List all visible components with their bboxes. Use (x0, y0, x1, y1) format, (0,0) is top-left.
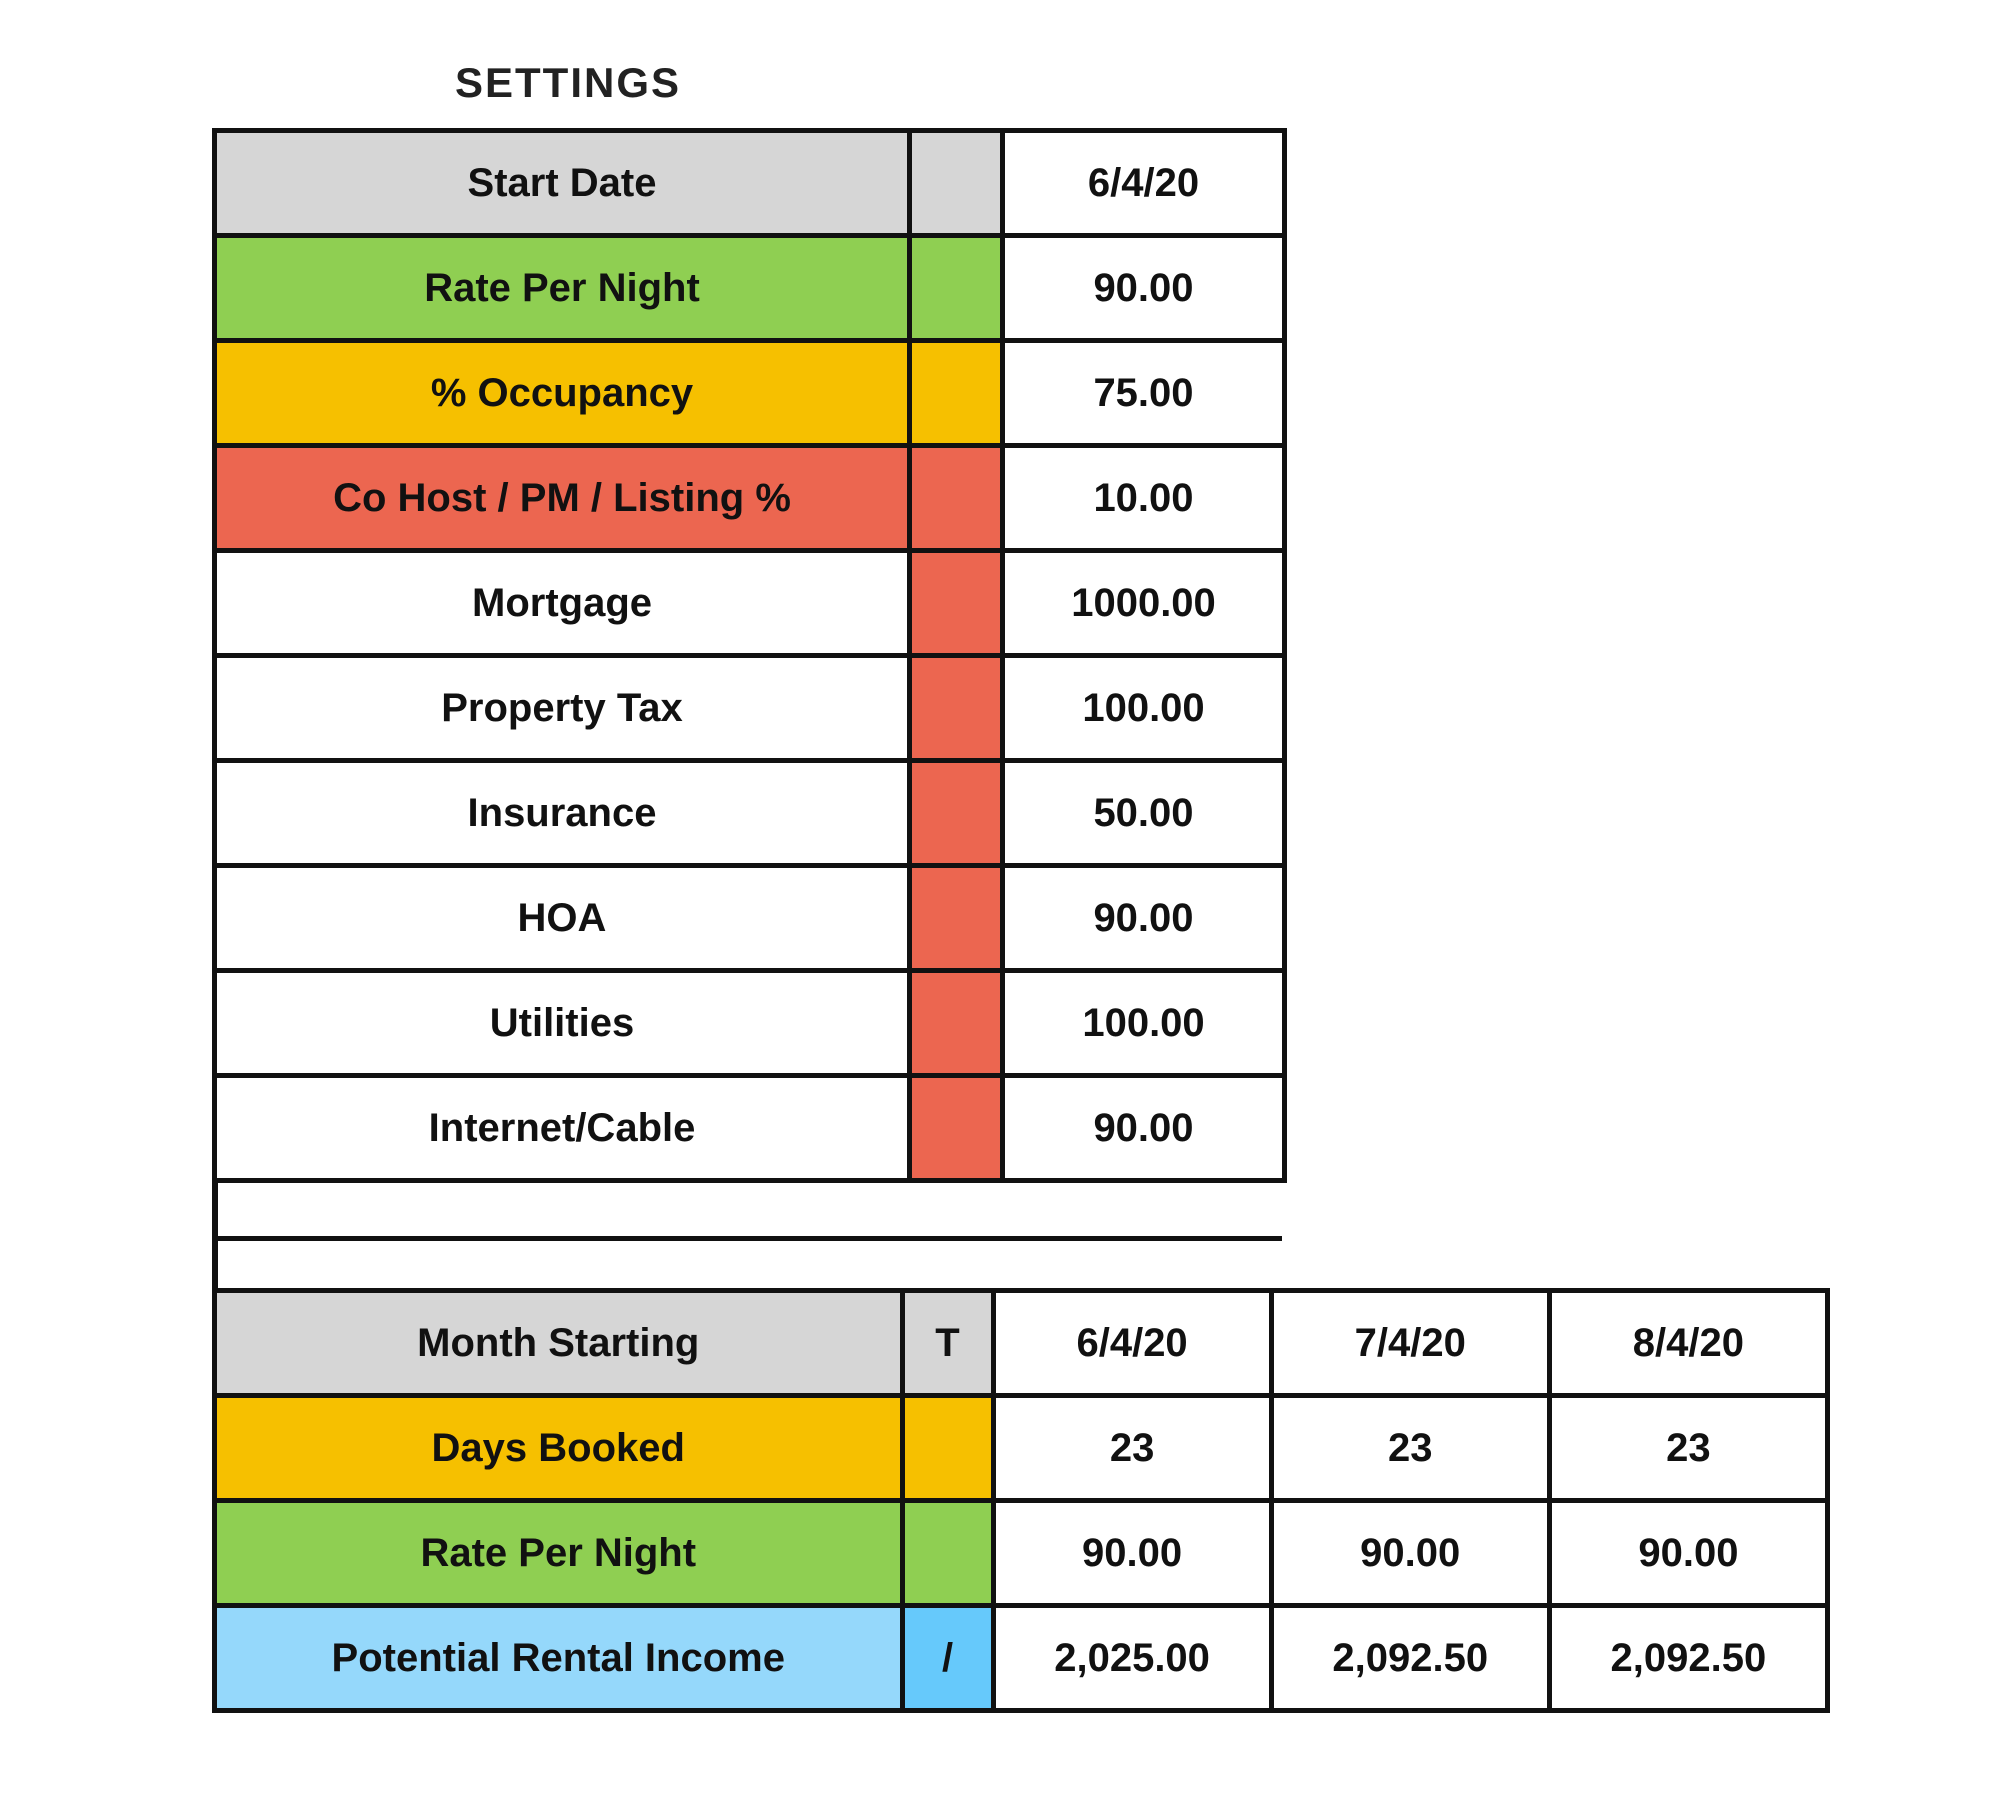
settings-table (212, 128, 1287, 1183)
days-booked-cell[interactable]: 23 (993, 1396, 1271, 1501)
setting-flag[interactable] (910, 551, 1003, 656)
setting-value[interactable]: 10.00 (1003, 446, 1285, 551)
days-booked-cell[interactable]: 23 (1271, 1396, 1549, 1501)
row-flag[interactable] (902, 1396, 993, 1501)
month-header-cell[interactable]: 7/4/20 (1271, 1291, 1549, 1396)
setting-value[interactable]: 90.00 (1003, 236, 1285, 341)
setting-value[interactable]: 90.00 (1003, 1076, 1285, 1181)
days-booked-cell[interactable]: 23 (1549, 1396, 1827, 1501)
setting-label[interactable]: Start Date (215, 131, 910, 236)
settings-row-occupancy (215, 341, 1285, 446)
setting-label[interactable]: Property Tax (215, 656, 910, 761)
row-flag[interactable]: / (902, 1606, 993, 1711)
setting-value[interactable]: 90.00 (1003, 866, 1285, 971)
row-flag[interactable] (902, 1501, 993, 1606)
section-heading: SETTINGS (455, 62, 682, 102)
setting-label[interactable]: Co Host / PM / Listing % (215, 446, 910, 551)
days-booked-row (215, 1396, 1828, 1501)
settings-row-insurance (215, 761, 1285, 866)
settings-row-hoa (215, 866, 1285, 971)
setting-label[interactable]: Rate Per Night (215, 236, 910, 341)
potential-rental-income-cell[interactable]: 2,025.00 (993, 1606, 1271, 1711)
rate-per-night-row (215, 1501, 1828, 1606)
setting-flag[interactable] (910, 236, 1003, 341)
settings-row-rate-per-night (215, 236, 1285, 341)
month-header-cell[interactable]: 6/4/20 (993, 1291, 1271, 1396)
setting-value[interactable]: 100.00 (1003, 656, 1285, 761)
setting-flag[interactable] (910, 971, 1003, 1076)
potential-rental-income-label[interactable]: Potential Rental Income (215, 1606, 903, 1711)
rate-per-night-cell[interactable]: 90.00 (993, 1501, 1271, 1606)
month-starting-label[interactable]: Month Starting (215, 1291, 903, 1396)
total-flag-header[interactable]: T (902, 1291, 993, 1396)
setting-label[interactable]: HOA (215, 866, 910, 971)
settings-row-property-tax (215, 656, 1285, 761)
monthly-header-row (215, 1291, 1828, 1396)
setting-label[interactable]: Insurance (215, 761, 910, 866)
setting-value[interactable]: 1000.00 (1003, 551, 1285, 656)
setting-value[interactable]: 100.00 (1003, 971, 1285, 1076)
settings-row-start-date (215, 131, 1285, 236)
days-booked-label[interactable]: Days Booked (215, 1396, 903, 1501)
setting-flag[interactable] (910, 656, 1003, 761)
rate-per-night-label[interactable]: Rate Per Night (215, 1501, 903, 1606)
setting-flag[interactable] (910, 1076, 1003, 1181)
rate-per-night-cell[interactable]: 90.00 (1271, 1501, 1549, 1606)
setting-label[interactable]: Mortgage (215, 551, 910, 656)
setting-value[interactable]: 50.00 (1003, 761, 1285, 866)
month-header-cell[interactable]: 8/4/20 (1549, 1291, 1827, 1396)
setting-label[interactable]: % Occupancy (215, 341, 910, 446)
settings-row-mortgage (215, 551, 1285, 656)
spacer-row-border (212, 1236, 1282, 1241)
setting-label[interactable]: Internet/Cable (215, 1076, 910, 1181)
setting-value[interactable]: 75.00 (1003, 341, 1285, 446)
potential-rental-income-cell[interactable]: 2,092.50 (1549, 1606, 1827, 1711)
setting-value[interactable]: 6/4/20 (1003, 131, 1285, 236)
sheet-grid (212, 128, 1830, 1713)
settings-row-cohost-pm-listing (215, 446, 1285, 551)
setting-flag[interactable] (910, 446, 1003, 551)
setting-flag[interactable] (910, 341, 1003, 446)
potential-rental-income-row (215, 1606, 1828, 1711)
settings-row-internet-cable (215, 1076, 1285, 1181)
rate-per-night-cell[interactable]: 90.00 (1549, 1501, 1827, 1606)
setting-flag[interactable] (910, 131, 1003, 236)
setting-flag[interactable] (910, 761, 1003, 866)
setting-flag[interactable] (910, 866, 1003, 971)
settings-row-utilities (215, 971, 1285, 1076)
potential-rental-income-cell[interactable]: 2,092.50 (1271, 1606, 1549, 1711)
setting-label[interactable]: Utilities (215, 971, 910, 1076)
monthly-table (212, 1288, 1830, 1713)
